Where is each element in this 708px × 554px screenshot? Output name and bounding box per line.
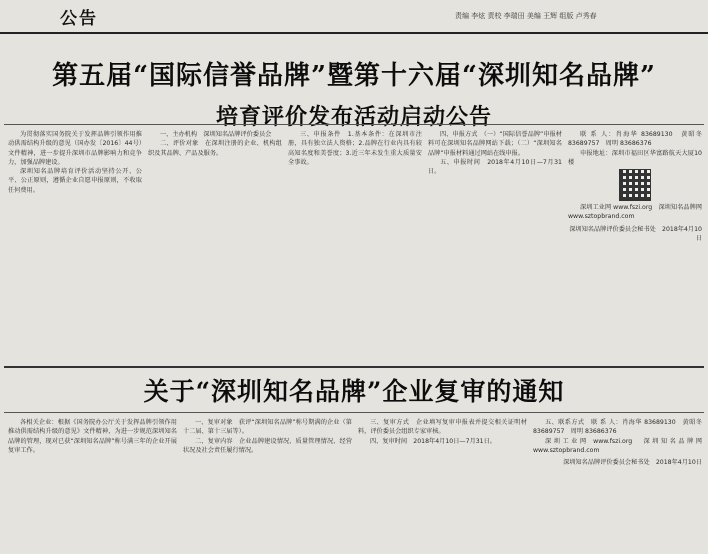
announcement-paragraph: 四、申报方式 （一）“国际信誉品牌”申报材料可在深圳知名品牌网站下载；（二）“深圳知名品牌”申报材料通过网站在线申报。 bbox=[428, 131, 562, 157]
notice-title: 关于“深圳知名品牌”企业复审的通知 bbox=[143, 377, 565, 406]
announcement-signature: 深圳知名品牌评价委员会秘书处 2018年4月10日 bbox=[569, 225, 702, 243]
announcement-title-block bbox=[0, 55, 708, 131]
announcement-paragraph: 深圳知名品牌培育评价活动坚持公开、公平、公正原则，遵循企业自愿申报原则，不收取任何费用。 bbox=[8, 168, 142, 194]
announcement-column-5 bbox=[568, 130, 702, 362]
announcement-subtitle: 培育评价发布活动启动公告 bbox=[215, 104, 492, 130]
divider bbox=[4, 366, 704, 368]
announcement-column-3 bbox=[288, 130, 422, 362]
notice-column-2 bbox=[183, 418, 352, 550]
address-info: 申报地址：深圳市福田区华富路航天大厦10楼 bbox=[568, 149, 702, 166]
notice-paragraph: 各相关企业：根据《国务院办公厅关于发挥品牌引领作用推动供需结构升级的意见》文件精神，为进一步规范深圳知名品牌的管理，现对已获“深圳知名品牌”称号满三年的企业开展复审工作。 bbox=[8, 419, 177, 454]
announcement-body bbox=[8, 130, 702, 362]
section-label: 公告 bbox=[60, 8, 98, 29]
website-info: 深圳工业网 www.fszi.org 深圳知名品牌网 www.sztopbrand.com bbox=[568, 204, 702, 221]
notice-column-1 bbox=[8, 418, 177, 550]
announcement-column-4 bbox=[428, 130, 562, 362]
notice-signature: 深圳知名品牌评价委员会秘书处 2018年4月10日 bbox=[563, 459, 702, 467]
notice-contact: 五、联系方式 联 系 人：肖海华 83689130 黄昭冬 83689757 周明 83686376 bbox=[533, 419, 702, 436]
qr-code-icon bbox=[619, 169, 651, 201]
divider bbox=[4, 412, 704, 413]
notice-website: 深圳工业网 www.fszi.org 深圳知名品牌网 www.sztopbrand.com bbox=[533, 437, 702, 454]
section-header bbox=[0, 0, 708, 34]
announcement-paragraph: 为贯彻落实国务院关于发挥品牌引领作用推动供需结构升级的意见（国办发〔2016〕44号）文件精神，进一步提升深圳市品牌影响力和竞争力，加强品牌建设。 bbox=[8, 131, 142, 166]
notice-paragraph: 二、复审内容 企业品牌建设情况、质量管理情况、经营状况及社会责任履行情况。 bbox=[183, 437, 352, 454]
announcement-paragraph: 三、申报条件 1.基本条件：在深圳市注册，具有独立法人资格；2.品牌在行业内具有较高知名度和美誉度；3.近三年未发生重大质量安全事故。 bbox=[288, 131, 422, 166]
notice-column-4 bbox=[533, 418, 702, 550]
notice-paragraph: 四、复审时间 2018年4月10日—7月31日。 bbox=[370, 437, 496, 445]
announcement-column-1 bbox=[8, 130, 142, 362]
divider bbox=[4, 124, 704, 125]
announcement-column-2 bbox=[148, 130, 282, 362]
announcement-paragraph: 一、主办机构 深圳知名品牌评价委员会 bbox=[160, 131, 272, 138]
announcement-paragraph: 二、评价对象 在深圳注册的企业、机构组织及其品牌、产品及服务。 bbox=[148, 140, 282, 157]
announcement-paragraph: 五、申报时间 2018年4月10日—7月31日。 bbox=[428, 158, 562, 176]
editor-credits: 责编 李炫 责校 李瑞田 美编 王辉 组版 卢秀春 bbox=[455, 12, 597, 20]
contact-info: 联 系 人：肖海华 83689130 黄昭冬 83689757 周明 83686376 bbox=[568, 131, 702, 148]
notice-paragraph: 一、复审对象 获评“深圳知名品牌”称号期满的企业（第十二届、第十三届等）。 bbox=[183, 419, 352, 436]
announcement-title: 第五届“国际信誉品牌”暨第十六届“深圳知名品牌” bbox=[52, 61, 656, 91]
notice-column-3 bbox=[358, 418, 527, 550]
notice-body bbox=[8, 418, 702, 550]
notice-paragraph: 三、复审方式 企业填写复审申报表并提交相关证明材料，评价委员会组织专家审核。 bbox=[358, 419, 527, 436]
